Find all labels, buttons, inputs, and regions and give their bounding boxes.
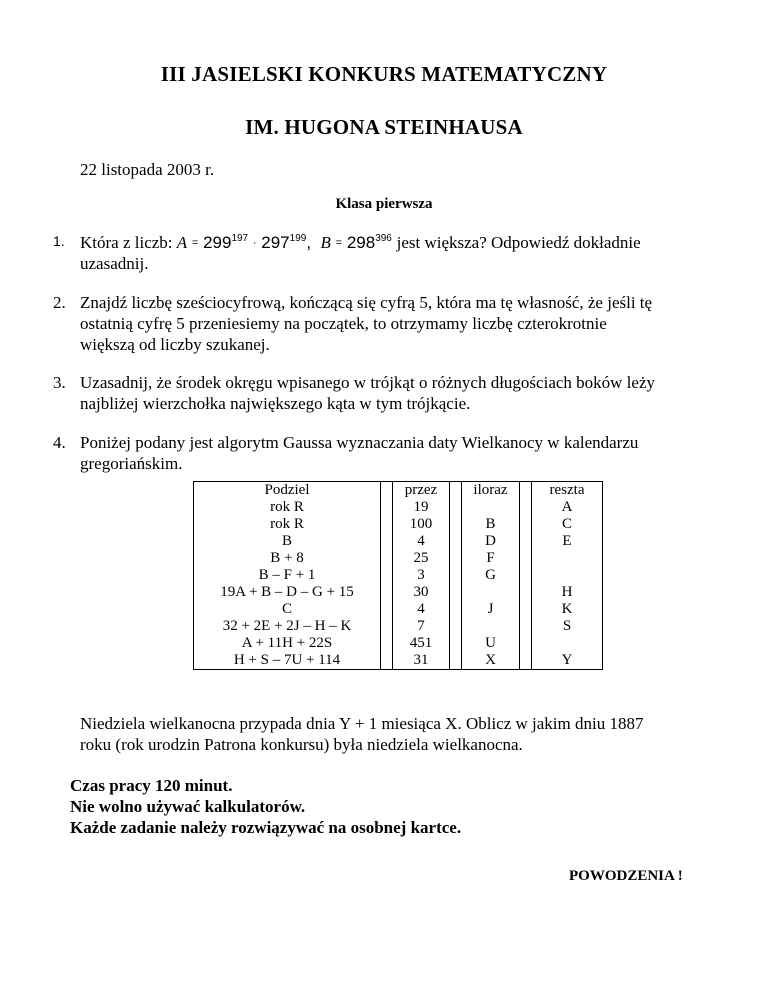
column-gap xyxy=(450,601,462,618)
column-gap xyxy=(381,652,393,670)
column-gap xyxy=(450,567,462,584)
problem-2-number: 2. xyxy=(53,293,66,312)
problem-1-number: 1. xyxy=(53,233,65,249)
footer-separate-sheet: Każde zadanie należy rozwiązywać na osobnej kartce. xyxy=(70,818,462,837)
column-gap xyxy=(381,533,393,550)
table-cell: H + S – 7U + 114 xyxy=(194,652,381,670)
problem-4-line2: gregoriańskim. xyxy=(80,454,183,473)
page-title: III JASIELSKI KONKURS MATEMATYCZNY xyxy=(160,62,608,86)
table-row xyxy=(194,584,603,601)
problem-2-line3: większą od liczby szukanej. xyxy=(80,335,270,354)
table-cell: 4 xyxy=(393,533,450,550)
column-gap xyxy=(450,482,462,500)
table-cell: 31 xyxy=(393,652,450,670)
column-gap xyxy=(520,584,532,601)
table-cell: 451 xyxy=(393,635,450,652)
problem-4-after1: Niedziela wielkanocna przypada dnia Y + 1 miesiąca X. Oblicz w jakim dniu 1887 xyxy=(80,714,644,733)
column-gap xyxy=(381,482,393,500)
table-row xyxy=(194,533,603,550)
column-gap xyxy=(381,601,393,618)
column-gap xyxy=(520,516,532,533)
good-luck: POWODZENIA ! xyxy=(569,868,683,884)
problem-1-intro: Która z liczb: xyxy=(80,233,173,252)
table-cell xyxy=(462,584,520,601)
table-row xyxy=(194,635,603,652)
table-row xyxy=(194,567,603,584)
table-cell: G xyxy=(462,567,520,584)
problem-1-formula: $A = 299^{197} \cdot 297^{199}$, $B = 298^{396}$ xyxy=(176,233,392,252)
contest-date: 22 listopada 2003 r. xyxy=(80,160,215,179)
table-cell: 32 + 2E + 2J – H – K xyxy=(194,618,381,635)
table-header-cell: Podziel xyxy=(194,482,381,500)
table-cell: B – F + 1 xyxy=(194,567,381,584)
table-cell: 25 xyxy=(393,550,450,567)
column-gap xyxy=(450,618,462,635)
table-cell: X xyxy=(462,652,520,670)
table-cell: B + 8 xyxy=(194,550,381,567)
table-cell: 30 xyxy=(393,584,450,601)
table-cell: C xyxy=(532,516,603,533)
table-row xyxy=(194,516,603,533)
column-gap xyxy=(520,635,532,652)
table-row xyxy=(194,499,603,516)
table-cell: rok R xyxy=(194,499,381,516)
table-cell xyxy=(462,618,520,635)
problem-1-line1 xyxy=(80,232,641,254)
footer-no-calculators: Nie wolno używać kalkulatorów. xyxy=(70,797,306,816)
column-gap xyxy=(381,618,393,635)
problem-4-line1: Poniżej podany jest algorytm Gaussa wyznaczania daty Wielkanocy w kalendarzu xyxy=(80,433,639,452)
table-cell: C xyxy=(194,601,381,618)
table-header-row xyxy=(194,482,603,500)
table-cell: Y xyxy=(532,652,603,670)
table-cell xyxy=(462,499,520,516)
column-gap xyxy=(450,533,462,550)
table-row xyxy=(194,601,603,618)
column-gap xyxy=(520,482,532,500)
var-b: B xyxy=(320,233,331,252)
column-gap xyxy=(520,601,532,618)
table-cell: 3 xyxy=(393,567,450,584)
problem-2-line1: Znajdź liczbę sześciocyfrową, kończącą się cyfrą 5, która ma tę własność, że jeśli tę xyxy=(80,293,653,312)
table-cell: S xyxy=(532,618,603,635)
table-cell: 19 xyxy=(393,499,450,516)
table-cell: K xyxy=(532,601,603,618)
column-gap xyxy=(450,584,462,601)
column-gap xyxy=(450,516,462,533)
table-cell: F xyxy=(462,550,520,567)
table-cell: rok R xyxy=(194,516,381,533)
table-cell: A xyxy=(532,499,603,516)
problem-1-line2: uzasadnij. xyxy=(80,254,149,273)
column-gap xyxy=(381,584,393,601)
column-gap xyxy=(520,618,532,635)
table-cell: 100 xyxy=(393,516,450,533)
table-cell: A + 11H + 22S xyxy=(194,635,381,652)
table-header-cell: reszta xyxy=(532,482,603,500)
class-heading: Klasa pierwsza xyxy=(335,196,433,212)
table-header-cell: przez xyxy=(393,482,450,500)
var-a: A xyxy=(176,233,188,252)
page-subtitle: IM. HUGONA STEINHAUSA xyxy=(245,115,523,139)
table-cell: 4 xyxy=(393,601,450,618)
table-cell: U xyxy=(462,635,520,652)
column-gap xyxy=(450,550,462,567)
column-gap xyxy=(520,567,532,584)
problem-3-number: 3. xyxy=(53,373,66,392)
column-gap xyxy=(520,499,532,516)
problem-3-line1: Uzasadnij, że środek okręgu wpisanego w trójkąt o różnych długościach boków leży xyxy=(80,373,655,392)
table-cell xyxy=(532,635,603,652)
column-gap xyxy=(520,533,532,550)
problem-2-line2: ostatnią cyfrę 5 przeniesiemy na początek, to otrzymamy liczbę czterokrotnie xyxy=(80,314,607,333)
problem-4-after2: roku (rok urodzin Patrona konkursu) była niedziela wielkanocna. xyxy=(80,735,523,754)
table-cell xyxy=(532,567,603,584)
table-cell: B xyxy=(462,516,520,533)
table-row xyxy=(194,618,603,635)
table-cell: 7 xyxy=(393,618,450,635)
column-gap xyxy=(450,652,462,670)
column-gap xyxy=(381,635,393,652)
gauss-easter-table xyxy=(193,481,603,670)
column-gap xyxy=(381,499,393,516)
footer-time: Czas pracy 120 minut. xyxy=(70,776,233,795)
table-cell: 19A + B – D – G + 15 xyxy=(194,584,381,601)
table-row xyxy=(194,652,603,670)
table-cell: J xyxy=(462,601,520,618)
column-gap xyxy=(520,652,532,670)
column-gap xyxy=(381,550,393,567)
column-gap xyxy=(450,635,462,652)
problem-4-number: 4. xyxy=(53,433,66,452)
table-row xyxy=(194,550,603,567)
column-gap xyxy=(381,567,393,584)
table-cell: E xyxy=(532,533,603,550)
problem-1-question: jest większa? Odpowiedź dokładnie xyxy=(396,233,641,252)
table-cell: B xyxy=(194,533,381,550)
table-cell: H xyxy=(532,584,603,601)
problem-3-line2: najbliżej wierzchołka największego kąta w tym trójkącie. xyxy=(80,394,471,413)
table-cell: D xyxy=(462,533,520,550)
column-gap xyxy=(520,550,532,567)
table-cell xyxy=(532,550,603,567)
column-gap xyxy=(381,516,393,533)
column-gap xyxy=(450,499,462,516)
table-header-cell: iloraz xyxy=(462,482,520,500)
